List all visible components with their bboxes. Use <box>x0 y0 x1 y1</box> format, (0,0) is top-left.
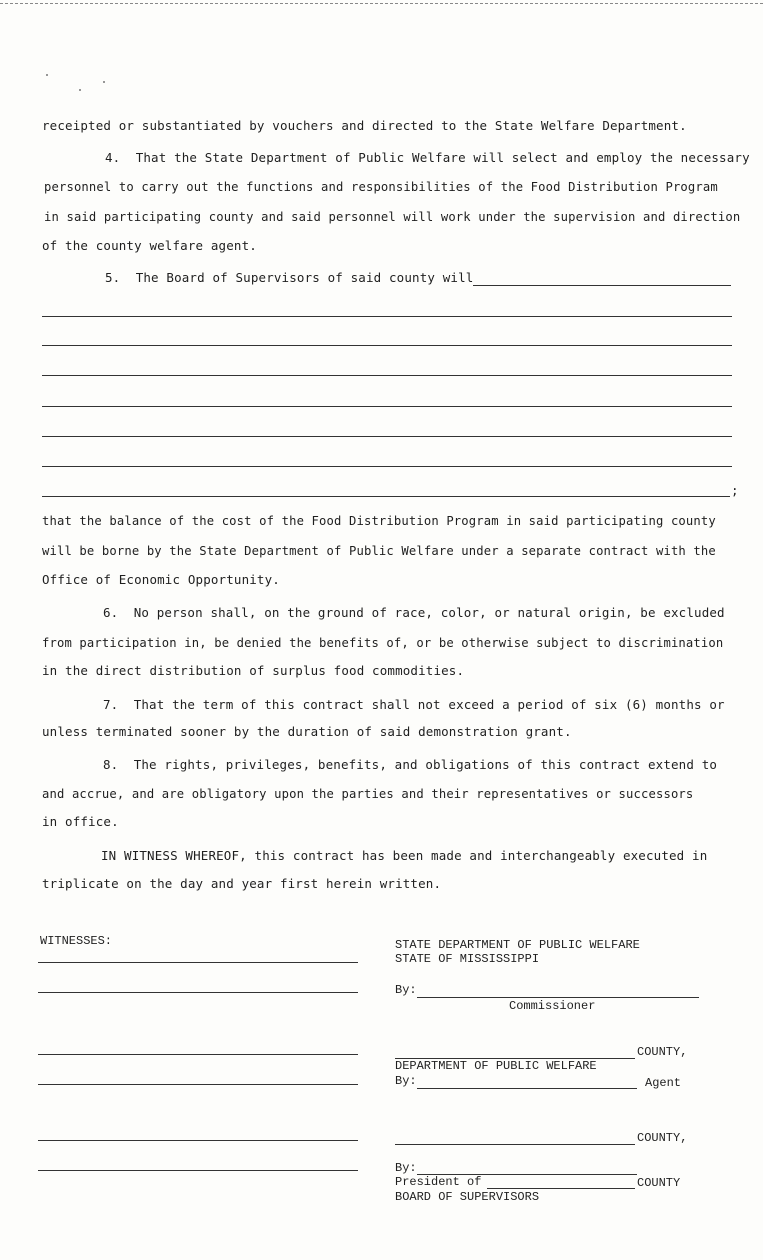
witness-signature-line[interactable] <box>38 1140 358 1141</box>
witness-clause-start: IN WITNESS WHEREOF, this contract has been made and interchangeably executed in <box>101 848 708 863</box>
by-label: By: <box>395 1074 417 1088</box>
body-line: in office. <box>42 814 119 829</box>
body-line: personnel to carry out the functions and responsibilities of the Food Distribution Program <box>44 180 718 194</box>
county-name-line[interactable] <box>395 1144 635 1145</box>
body-line: triplicate on the day and year first herein written. <box>42 876 442 891</box>
paragraph-5-start: 5. The Board of Supervisors of said county will <box>105 270 474 285</box>
paragraph-4-start: 4. That the State Department of Public Welfare will select and employ the necessary <box>105 150 750 165</box>
commissioner-signature-line[interactable] <box>417 997 699 998</box>
blank-end-semicolon: ; <box>731 483 739 498</box>
page-top-edge <box>0 3 763 4</box>
witnesses-label: WITNESSES: <box>40 934 113 948</box>
body-line: Office of Economic Opportunity. <box>42 572 280 587</box>
speck <box>103 81 105 83</box>
commissioner-title: Commissioner <box>509 999 596 1013</box>
county-label: COUNTY, <box>637 1131 688 1145</box>
fill-in-blank[interactable] <box>42 345 732 346</box>
by-label: By: <box>395 983 417 997</box>
body-line: from participation in, be denied the benefits of, or be otherwise subject to discrimination <box>42 636 724 650</box>
agent-title: Agent <box>645 1076 682 1090</box>
body-line: receipted or substantiated by vouchers and directed to the State Welfare Department. <box>42 118 687 133</box>
body-line: and accrue, and are obligatory upon the parties and their representatives or successors <box>42 787 694 801</box>
body-line: in the direct distribution of surplus food commodities. <box>42 663 465 678</box>
by-label: By: <box>395 1161 417 1175</box>
body-line: unless terminated sooner by the duration of said demonstration grant. <box>42 724 572 739</box>
speck <box>79 89 81 91</box>
state-dept-name: STATE DEPARTMENT OF PUBLIC WELFARE <box>395 938 640 952</box>
speck <box>46 74 48 76</box>
state-name: STATE OF MISSISSIPPI <box>395 952 540 966</box>
witness-signature-line[interactable] <box>38 962 358 963</box>
witness-signature-line[interactable] <box>38 1084 358 1085</box>
paragraph-8-start: 8. The rights, privileges, benefits, and obligations of this contract extend to <box>103 757 718 772</box>
fill-in-blank[interactable] <box>473 285 731 286</box>
witness-signature-line[interactable] <box>38 1170 358 1171</box>
paragraph-6-start: 6. No person shall, on the ground of race, color, or natural origin, be excluded <box>103 605 725 620</box>
fill-in-blank[interactable] <box>42 316 732 317</box>
fill-in-blank[interactable] <box>42 375 732 376</box>
agent-signature-line[interactable] <box>417 1088 637 1089</box>
paragraph-7-start: 7. That the term of this contract shall not exceed a period of six (6) months or <box>103 697 725 712</box>
body-line: of the county welfare agent. <box>42 238 257 253</box>
fill-in-blank[interactable] <box>42 436 732 437</box>
county-dept-name: DEPARTMENT OF PUBLIC WELFARE <box>395 1059 597 1073</box>
body-line: will be borne by the State Department of Public Welfare under a separate contract with the <box>42 544 716 558</box>
county-label: COUNTY <box>637 1176 681 1190</box>
board-label: BOARD OF SUPERVISORS <box>395 1190 540 1204</box>
fill-in-blank[interactable] <box>42 466 732 467</box>
body-line: in said participating county and said personnel will work under the supervision and direction <box>44 210 741 224</box>
fill-in-blank[interactable] <box>42 406 732 407</box>
witness-signature-line[interactable] <box>38 992 358 993</box>
body-line: that the balance of the cost of the Food Distribution Program in said participating county <box>42 514 716 528</box>
fill-in-blank[interactable] <box>42 496 730 497</box>
witness-signature-line[interactable] <box>38 1054 358 1055</box>
county-label: COUNTY, <box>637 1045 688 1059</box>
president-label: President of <box>395 1175 482 1189</box>
president-county-line[interactable] <box>487 1188 635 1189</box>
